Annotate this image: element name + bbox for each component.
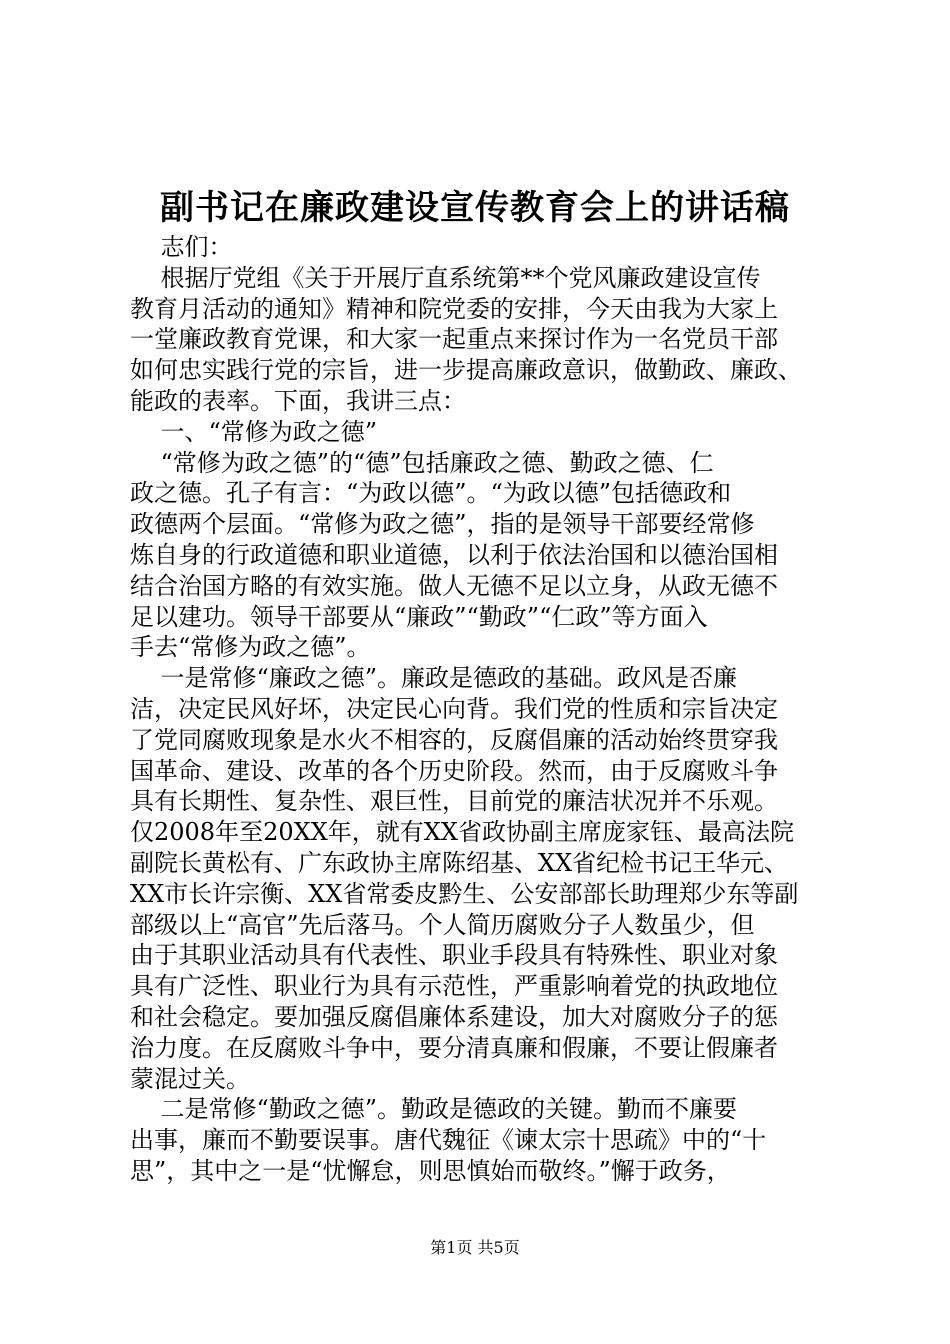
document-title: 副书记在廉政建设宣传教育会上的讲话稿 bbox=[160, 188, 790, 228]
body-line: 仅2008年至20XX年，就有XX省政协副主席庞家钰、最高法院 bbox=[130, 818, 794, 847]
body-line: 具有长期性、复杂性、艰巨性，目前党的廉洁状况并不乐观。 bbox=[130, 787, 778, 816]
body-line: 根据厅党组《关于开展厅直系统第**个党风廉政建设宣传 bbox=[130, 263, 761, 292]
body-line: 足以建功。领导干部要从“廉政”“勤政”“仁政”等方面入 bbox=[130, 602, 708, 631]
body-line: 部级以上“高官”先后落马。个人简历腐败分子人数虽少，但 bbox=[130, 910, 755, 939]
body-line: 政德两个层面。“常修为政之德”，指的是领导干部要经常修 bbox=[130, 510, 755, 539]
body-line: 志们： bbox=[130, 233, 233, 261]
body-line: 由于其职业活动具有代表性、职业手段具有特殊性、职业对象 bbox=[130, 941, 778, 970]
body-line: 副院长黄松有、广东政协主席陈绍基、XX省纪检书记王华元、 bbox=[130, 848, 789, 877]
body-line: 炼自身的行政道德和职业道德，以利于依法治国和以德治国相 bbox=[130, 540, 778, 569]
body-line: XX市长许宗衡、XX省常委皮黔生、公安部部长助理郑少东等副 bbox=[130, 879, 799, 908]
body-line: 具有广泛性、职业行为具有示范性，严重影响着党的执政地位 bbox=[130, 972, 778, 1001]
body-line: 结合治国方略的有效实施。做人无德不足以立身，从政无德不 bbox=[130, 571, 778, 600]
body-line: 治力度。在反腐败斗争中，要分清真廉和假廉，不要让假廉者 bbox=[130, 1033, 778, 1062]
body-line: 国革命、建设、改革的各个历史阶段。然而，由于反腐败斗争 bbox=[130, 756, 778, 785]
section-heading: 一、“常修为政之德” bbox=[130, 417, 378, 446]
body-line: 一是常修“廉政之德”。廉政是德政的基础。政风是否廉 bbox=[130, 664, 738, 693]
body-line: 洁，决定民风好坏，决定民心向背。我们党的性质和宗旨决定 bbox=[130, 694, 778, 723]
document-body bbox=[130, 232, 830, 1187]
body-line: 蒙混过关。 bbox=[130, 1064, 250, 1093]
body-line: 二是常修“勤政之德”。勤政是德政的关键。勤而不廉要 bbox=[130, 1095, 738, 1124]
body-line: 出事，廉而不勤要误事。唐代魏征《谏太宗十思疏》中的“十 bbox=[130, 1126, 767, 1155]
body-line: 政之德。孔子有言：“为政以德”。“为政以德”包括德政和 bbox=[130, 479, 732, 508]
body-line: 了党同腐败现象是水火不相容的，反腐倡廉的活动始终贯穿我 bbox=[130, 725, 778, 754]
body-line: 思”，其中之一是“忧懈怠，则思慎始而敬终。”懈于政务， bbox=[130, 1156, 731, 1185]
body-line: 手去“常修为政之德”。 bbox=[130, 633, 371, 662]
body-line: 一堂廉政教育党课，和大家一起重点来探讨作为一名党员干部 bbox=[130, 325, 778, 354]
page-number-footer: 第1页 共5页 bbox=[430, 1238, 520, 1257]
body-line: 和社会稳定。要加强反腐倡廉体系建设，加大对腐败分子的惩 bbox=[130, 1002, 778, 1031]
body-line: “常修为政之德”的“德”包括廉政之德、勤政之德、仁 bbox=[130, 448, 714, 477]
body-line: 能政的表率。下面，我讲三点： bbox=[130, 386, 466, 415]
body-line: 如何忠实践行党的宗旨，进一步提高廉政意识，做勤政、廉政、 bbox=[130, 356, 802, 385]
body-line: 教育月活动的通知》精神和院党委的安排，今天由我为大家上 bbox=[130, 294, 778, 323]
